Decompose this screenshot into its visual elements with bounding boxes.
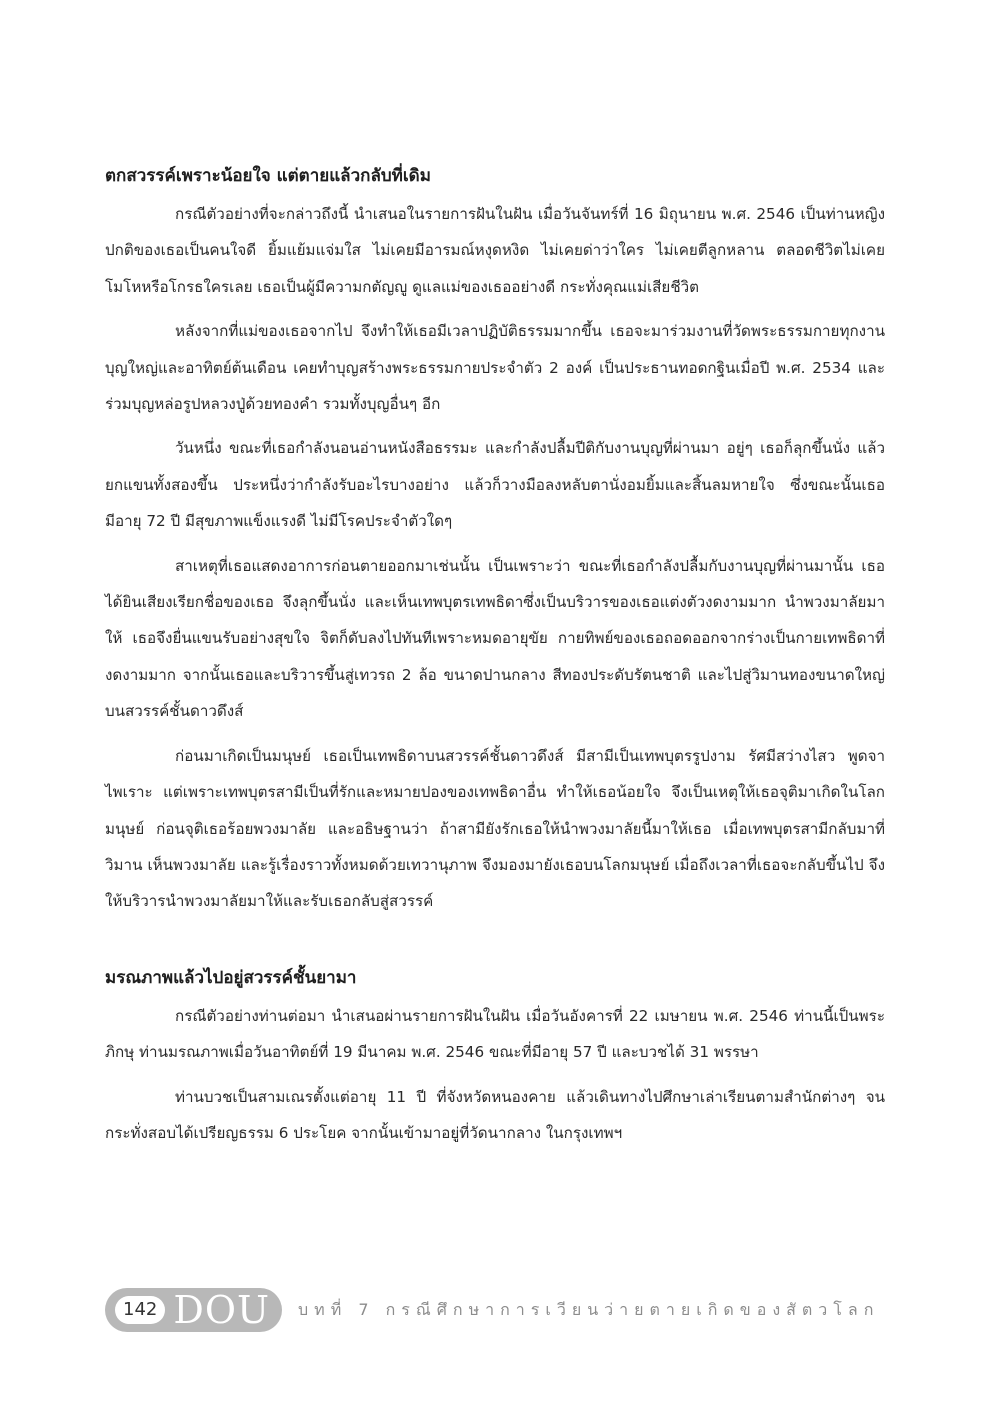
page-footer	[105, 1285, 905, 1335]
page-body	[105, 158, 885, 1159]
footer-badge	[105, 1288, 282, 1332]
paragraph: กรณีตัวอย่างท่านต่อมา นำเสนอผ่านรายการฝันในฝัน เมื่อวันอังคารที่ 22 เมษายน พ.ศ. 2546 ท่านนี้เป็นพระภิกษุ ท่านมรณภาพเมื่อวันอาทิตย์ที่ 19 มีนาคม พ.ศ. 2546 ขณะที่มีอายุ 57 ปี และบวชได้ 31 พรรษา	[105, 1006, 885, 1062]
chapter-title: บทที่ 7 กรณีศึกษาการเวียนว่ายตายเกิดของสัตวโลก	[298, 1299, 880, 1319]
paragraph: วันหนึ่ง ขณะที่เธอกำลังนอนอ่านหนังสือธรรมะ และกำลังปลื้มปีติกับงานบุญที่ผ่านมา อยู่ๆ เธอก็ลุกขึ้นนั่ง แล้วยกแขนทั้งสองขึ้น ประหนึ่งว่ากำลังรับอะไรบางอย่าง แล้วก็วางมือลงหลับตานั่งอมยิ้มและสิ้นลมหายใจ ซึ่งขณะนั้นเธอมีอายุ 72 ปี มีสุขภาพแข็งแรงดี ไม่มีโรคประจำตัวใดๆ	[105, 439, 885, 531]
paragraph: กรณีตัวอย่างที่จะกล่าวถึงนี้ นำเสนอในรายการฝันในฝัน เมื่อวันจันทร์ที่ 16 มิถุนายน พ.ศ. 2546 เป็นท่านหญิง ปกติของเธอเป็นคนใจดี ยิ้มแย้มแจ่มใส ไม่เคยมีอารมณ์หงุดหงิด ไม่เคยด่าว่าใคร ไม่เคยตีลูกหลาน ตลอดชีวิตไม่เคยโมโหหรือโกรธใครเลย เธอเป็นผู้มีความกตัญญู ดูแลแม่ของเธออย่างดี กระทั่งคุณแม่เสียชีวิต	[105, 205, 885, 296]
section-heading: ตกสวรรค์เพราะน้อยใจ แต่ตายแล้วกลับที่เดิม	[105, 166, 431, 186]
section-2	[105, 960, 885, 1152]
paragraph: ก่อนมาเกิดเป็นมนุษย์ เธอเป็นเทพธิดาบนสวรรค์ชั้นดาวดึงส์ มีสามีเป็นเทพบุตรรูปงาม รัศมีสว่างไสว พูดจาไพเราะ แต่เพราะเทพบุตรสามีเป็นที่รักและหมายปองของเทพธิดาอื่น ทำให้เธอน้อยใจ จึงเป็นเหตุให้เธอจุติมาเกิดในโลกมนุษย์ ก่อนจุติเธอร้อยพวงมาลัย และอธิษฐานว่า ถ้าสามียังรักเธอให้นำพวงมาลัยนี้มาให้เธอ เมื่อเทพบุตรสามีกลับมาที่วิมาน เห็นพวงมาลัย และรู้เรื่องราวทั้งหมดด้วยเทวานุภาพ จึงมองมายังเธอบนโลกมนุษย์ เมื่อถึงเวลาที่เธอจะกลับขึ้นไป จึงให้บริวารนำพวงมาลัยมาให้และรับเธอกลับสู่สวรรค์	[105, 746, 885, 911]
page-number: 142	[115, 1296, 165, 1324]
paragraph: สาเหตุที่เธอแสดงอาการก่อนตายออกมาเช่นนั้น เป็นเพราะว่า ขณะที่เธอกำลังปลื้มกับงานบุญที่ผ่านมานั้น เธอได้ยินเสียงเรียกชื่อของเธอ จึงลุกขึ้นนั่ง และเห็นเทพบุตรเทพธิดาซึ่งเป็นบริวารของเธอแต่งตัวงดงามมาก นำพวงมาลัยมาให้ เธอจึงยื่นแขนรับอย่างสุขใจ จิตก็ดับลงไปทันทีเพราะหมดอายุขัย กายทิพย์ของเธอถอดออกจากร่างเป็นกายเทพธิดาที่งดงามมาก จากนั้นเธอและบริวารขึ้นสู่เทวรถ 2 ล้อ ขนาดปานกลาง สีทองประดับรัตนชาติ และไปสู่วิมานทองขนาดใหญ่ บนสวรรค์ชั้นดาวดึงส์	[105, 556, 885, 721]
dou-logo: DOU	[173, 1288, 271, 1332]
section-heading: มรณภาพแล้วไปอยู่สวรรค์ชั้นยามา	[105, 967, 357, 988]
paragraph: ท่านบวชเป็นสามเณรตั้งแต่อายุ 11 ปี ที่จังหวัดหนองคาย แล้วเดินทางไปศึกษาเล่าเรียนตามสำนักต่างๆ จนกระทั่งสอบได้เปรียญธรรม 6 ประโยค จากนั้นเข้ามาอยู่ที่วัดนากลาง ในกรุงเทพฯ	[105, 1087, 885, 1142]
section-1	[105, 158, 885, 920]
paragraph: หลังจากที่แม่ของเธอจากไป จึงทำให้เธอมีเวลาปฏิบัติธรรมมากขึ้น เธอจะมาร่วมงานที่วัดพระธรรมกายทุกงานบุญใหญ่และอาทิตย์ต้นเดือน เคยทำบุญสร้างพระธรรมกายประจำตัว 2 องค์ เป็นประธานทอดกฐินเมื่อปี พ.ศ. 2534 และร่วมบุญหล่อรูปหลวงปู่ด้วยทองคำ รวมทั้งบุญอื่นๆ อีก	[105, 322, 885, 414]
